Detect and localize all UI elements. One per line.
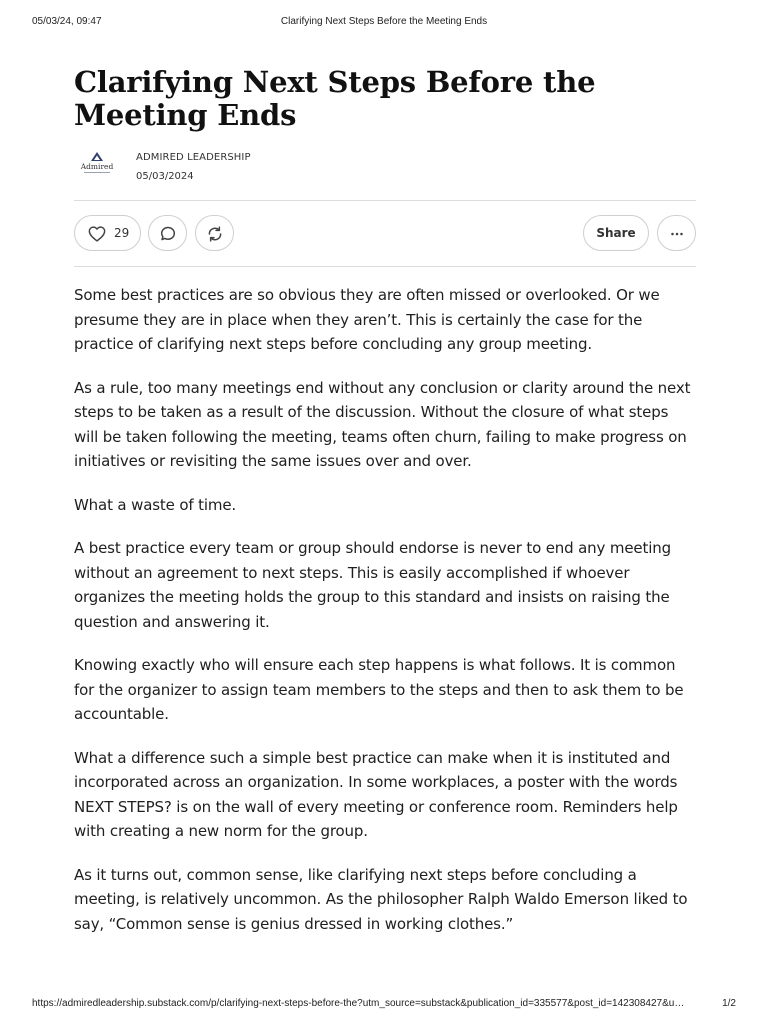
restack-icon	[206, 225, 224, 243]
publish-date: 05/03/2024	[136, 171, 194, 182]
body-paragraph: A best practice every team or group should endorse is never to end any meeting without an agreement to next steps. This is easily accomplished if whoever organizes the meeting holds the group to this standard and insists on raising the question and answering it.	[74, 539, 671, 631]
share-button[interactable]: Share	[583, 215, 649, 251]
body-paragraph: What a waste of time.	[74, 495, 237, 514]
comment-button[interactable]	[148, 215, 187, 251]
publication-logo[interactable]	[74, 152, 120, 184]
more-options-button[interactable]	[657, 215, 696, 251]
comment-icon	[159, 225, 177, 243]
logo-underline	[84, 172, 110, 173]
divider-bottom	[74, 266, 696, 267]
restack-button[interactable]	[195, 215, 234, 251]
divider-top	[74, 200, 696, 201]
like-button[interactable]	[74, 215, 141, 251]
post-title: Clarifying Next Steps Before the Meeting Ends	[74, 65, 596, 132]
post-action-bar	[74, 215, 696, 253]
print-page-title: Clarifying Next Steps Before the Meeting Ends	[280, 16, 488, 27]
post-body	[74, 283, 696, 955]
logo-wordmark: Admired	[80, 162, 114, 171]
print-datetime: 05/03/24, 09:47	[32, 16, 102, 27]
body-paragraph: Knowing exactly who will ensure each step happens is what follows. It is common for the organizer to assign team members to the steps and then to ask them to be accountable.	[74, 656, 684, 723]
body-paragraph: As a rule, too many meetings end without any conclusion or clarity around the next steps to be taken as a result of the discussion. Without the closure of what steps will be taken following the meeting, teams often churn, failing to make progress on initiatives or revisiting the same issues over and over.	[74, 378, 691, 470]
body-paragraph: Some best practices are so obvious they are often missed or overlooked. Or we presume they are in place when they aren’t. This is certainly the case for the practice of clarifying next steps before concluding any group meeting.	[74, 286, 660, 353]
like-count: 29	[114, 226, 130, 240]
more-icon	[668, 225, 686, 243]
triangle-logo-icon	[91, 152, 103, 161]
print-footer	[32, 998, 736, 1012]
print-url: https://admiredleadership.substack.com/p/clarifying-next-steps-before-the?utm_source=substack&publication_id=335577&post_id=142308427&u…	[32, 998, 685, 1009]
print-page-number: 1/2	[722, 998, 736, 1009]
body-paragraph: What a difference such a simple best practice can make when it is instituted and incorporated across an organization. In some workplaces, a poster with the words NEXT STEPS? is on the wall of every meeting or conference room. Reminders help with creating a new norm for the group.	[74, 748, 678, 840]
author-name[interactable]: ADMIRED LEADERSHIP	[136, 152, 251, 163]
heart-icon	[88, 226, 106, 242]
body-paragraph: As it turns out, common sense, like clarifying next steps before concluding a meeting, is relatively uncommon. As the philosopher Ralph Waldo Emerson liked to say, “Common sense is genius dressed in working clothes.”	[74, 865, 688, 933]
print-header	[32, 16, 736, 30]
